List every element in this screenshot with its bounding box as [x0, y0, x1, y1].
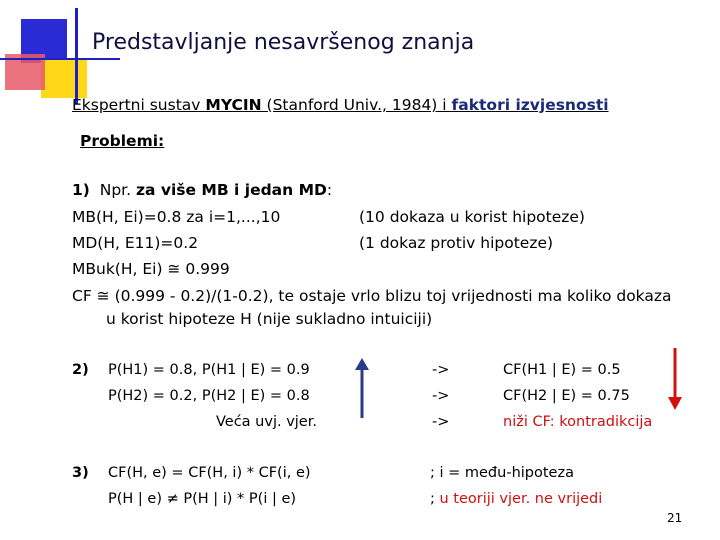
- section2-number: 2): [72, 362, 89, 378]
- slide-title: Predstavljanje nesavršenog znanja: [92, 30, 475, 55]
- cf-line-2: u korist hipoteze H (nije sukladno intuiciji): [106, 310, 433, 328]
- s2-row-2: P(H2) = 0.2, P(H2 | E) = 0.8: [108, 388, 310, 404]
- s2-row-1: P(H1) = 0.8, P(H1 | E) = 0.9: [108, 362, 310, 378]
- intro-prefix: Ekspertni sustav: [72, 96, 206, 114]
- s3-row-1: CF(H, e) = CF(H, i) * CF(i, e): [108, 465, 311, 481]
- mbuk-line: MBuk(H, Ei) ≅ 0.999: [72, 260, 230, 278]
- logo-horizontal-line: [0, 58, 120, 60]
- s2-row-3: Veća uvj. vjer.: [216, 414, 317, 430]
- arrow-text-2: ->: [432, 388, 450, 404]
- arrow-text-1: ->: [432, 362, 450, 378]
- mb-line: MB(H, Ei)=0.8 za i=1,...,10: [72, 208, 281, 226]
- section1-heading-bold: za više MB i jedan MD: [135, 181, 327, 199]
- cf-result-2: CF(H2 | E) = 0.75: [503, 388, 630, 404]
- mycin-label: MYCIN: [205, 96, 262, 114]
- section1-number: 1): [72, 181, 90, 199]
- down-arrow-icon: [664, 346, 686, 412]
- section1-heading: [72, 181, 332, 199]
- section3-number: 3): [72, 465, 89, 481]
- page-number: 21: [667, 511, 683, 525]
- cf-result-3: niži CF: kontradikcija: [503, 414, 653, 430]
- md-note: (1 dokaz protiv hipoteze): [359, 234, 554, 252]
- s3-note-2-prefix: ;: [430, 491, 440, 507]
- intro-line: [72, 96, 609, 114]
- problemi-heading: Problemi:: [80, 132, 165, 150]
- cf-line-1: CF ≅ (0.999 - 0.2)/(1-0.2), te ostaje vrlo blizu toj vrijednosti ma koliko dokaza: [72, 287, 672, 305]
- logo-square-yellow: [41, 60, 87, 98]
- md-line: MD(H, E11)=0.2: [72, 234, 199, 252]
- s3-note-2: [430, 491, 602, 507]
- s3-note-1: ; i = među-hipoteza: [430, 465, 574, 481]
- cf-result-1: CF(H1 | E) = 0.5: [503, 362, 621, 378]
- section1-heading-post: :: [326, 181, 333, 199]
- faktori-label: faktori izvjesnosti: [451, 96, 609, 114]
- logo-vertical-line: [75, 8, 78, 104]
- up-arrow-icon: [350, 356, 374, 420]
- mb-note: (10 dokaza u korist hipoteze): [359, 208, 585, 226]
- section1-heading-pre: Npr.: [99, 181, 136, 199]
- intro-middle: (Stanford Univ., 1984) i: [261, 96, 452, 114]
- s3-row-2: P(H | e) ≠ P(H | i) * P(i | e): [108, 491, 297, 507]
- s3-note-2-red: u teoriji vjer. ne vrijedi: [439, 491, 603, 507]
- arrow-text-3: ->: [432, 414, 450, 430]
